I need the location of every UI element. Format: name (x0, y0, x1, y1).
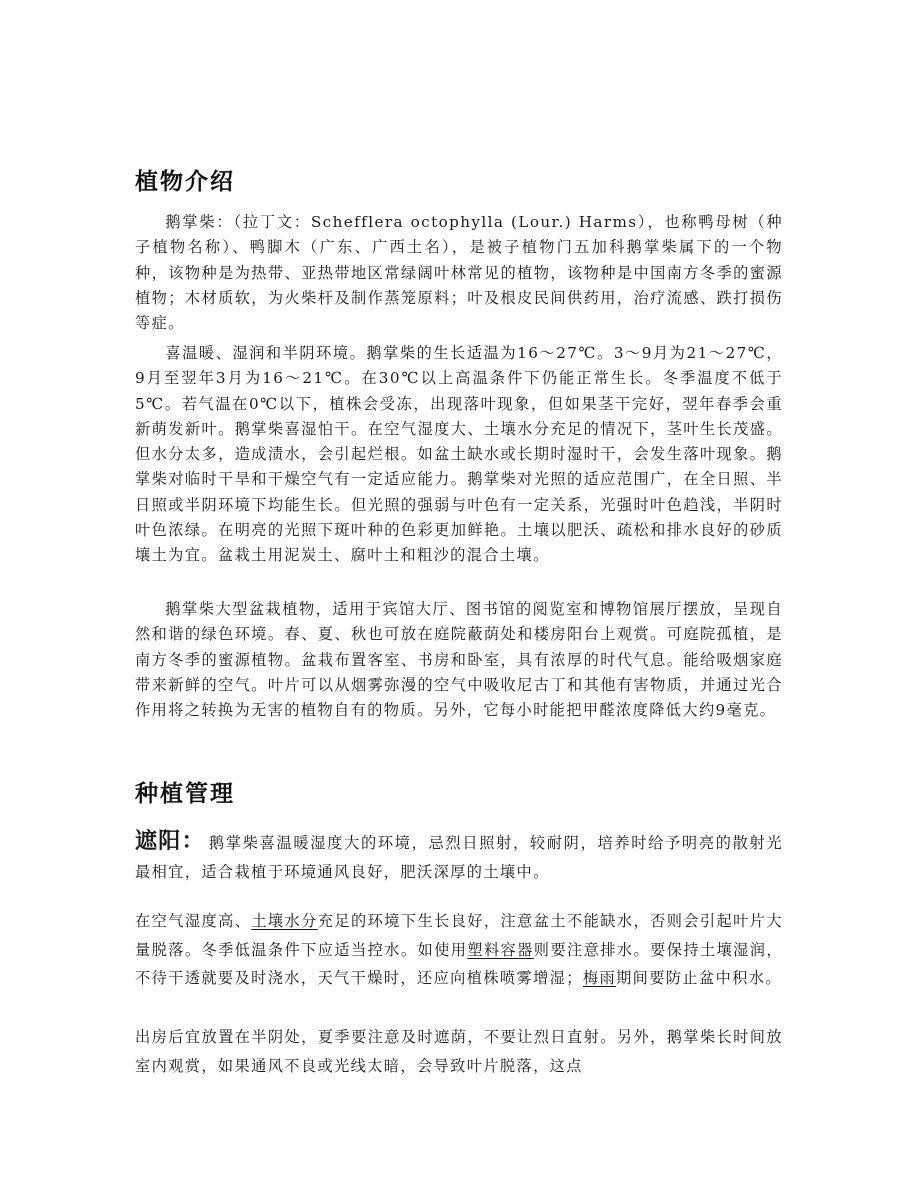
moisture-text-d: 期间要防止盆中积水。 (616, 969, 782, 987)
intro-paragraph-2: 喜温暖、湿润和半阴环境。鹅掌柴的生长适温为16～27℃。3～9月为21～27℃，9月至翌年3月为16～21℃。在30℃以上高温条件下仍能正常生长。冬季温度不低于5℃。若气温在0℃以下，植株会受冻，出现落叶现象，但如果茎干完好，翌年春季会重新萌发新叶。鹅掌柴喜湿怕干。在空气湿度大、土壤水分充足的情况下，茎叶生长茂盛。但水分太多，造成渍水，会引起烂根。如盆土缺水或长期时湿时干，会发生落叶现象。鹅掌柴对临时干旱和干燥空气有一定适应能力。鹅掌柴对光照的适应范围广，在全日照、半日照或半阴环境下均能生长。但光照的强弱与叶色有一定关系，光强时叶色趋浅，半阴时叶色浓绿。在明亮的光照下斑叶种的色彩更加鲜艳。土壤以肥沃、疏松和排水良好的砂质壤土为宜。盆栽土用泥炭土、腐叶土和粗沙的混合土壤。 (135, 344, 783, 565)
placement-paragraph: 出房后宜放置在半阴处，夏季要注意及时遮荫，不要让烈日直射。另外，鹅掌柴长时间放室内观赏，如果通风不良或光线太暗，会导致叶片脱落，这点 (135, 1028, 783, 1075)
shade-paragraph (135, 828, 783, 886)
section-title-intro: 植物介绍 (135, 169, 235, 195)
moisture-paragraph (135, 907, 783, 993)
shade-text: 鹅掌柴喜温暖湿度大的环境，忌烈日照射，较耐阴，培养时给予明亮的散射光最相宜，适合栽植于环境通风良好，肥沃深厚的土壤中。 (135, 834, 783, 881)
plum-rain-link[interactable]: 梅雨 (582, 969, 617, 987)
moisture-text-b: 充足的环境下生长良好，注意盆土不能缺水，否则会引起叶片大量脱落。冬季低温条件下应适当控水。如使用 (135, 912, 783, 959)
shade-label: 遮阳： (135, 829, 205, 854)
intro-paragraph-1: 鹅掌柴：（拉丁文：Schefflera octophylla (Lour.) Harms），也称鸭母树（种子植物名称）、鸭脚木（广东、广西土名），是被子植物门五加科鹅掌柴属下的一个物种，该物种是为热带、亚热带地区常绿阔叶林常见的植物，该物种是中国南方冬季的蜜源植物；木材质软，为火柴杆及制作蒸笼原料；叶及根皮民间供药用，治疗流感、跌打损伤等症。 (135, 213, 783, 333)
moisture-text-c: 则要注意排水。要保持土壤湿润，不待干透就要及时浇水，天气干燥时，还应向植株喷雾增湿； (135, 940, 784, 987)
section-title-management: 种植管理 (135, 781, 235, 807)
moisture-text-a: 在空气湿度高、 (135, 912, 252, 930)
intro-paragraph-3: 鹅掌柴大型盆栽植物，适用于宾馆大厅、图书馆的阅览室和博物馆展厅摆放，呈现自然和谐的绿色环境。春、夏、秋也可放在庭院蔽荫处和楼房阳台上观赏。可庭院孤植，是南方冬季的蜜源植物。盆栽布置客室、书房和卧室，具有浓厚的时代气息。能给吸烟家庭带来新鲜的空气。叶片可以从烟雾弥漫的空气中吸收尼古丁和其他有害物质，并通过光合作用将之转换为无害的植物自有的物质。另外，它每小时能把甲醛浓度降低大约9毫克。 (135, 600, 783, 720)
plastic-container-link[interactable]: 塑料容器 (467, 940, 534, 959)
soil-moisture-link[interactable]: 土壤水分 (251, 912, 318, 930)
